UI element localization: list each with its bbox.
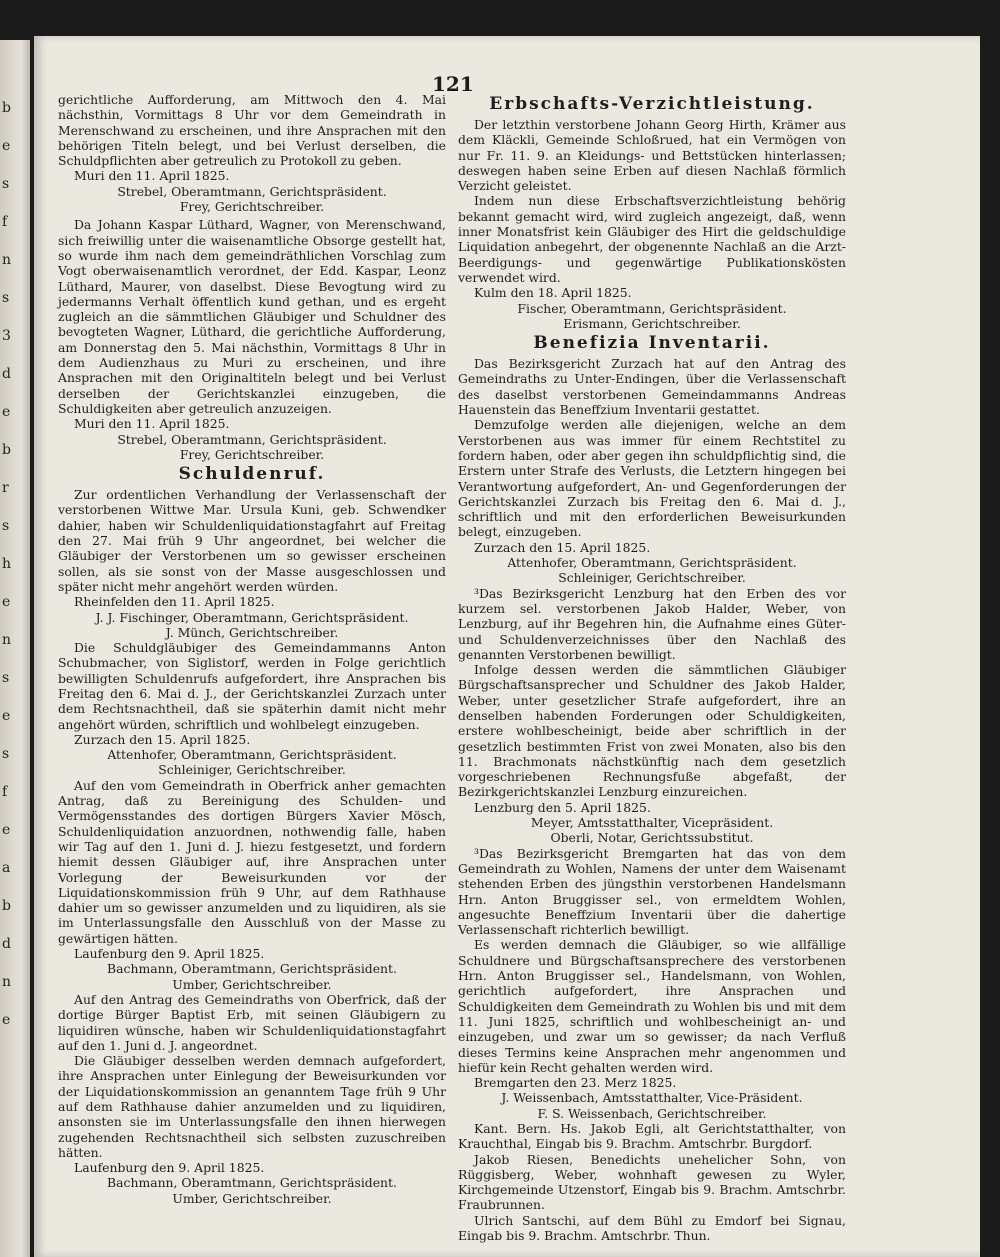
notice-date: Laufenburg den 9. April 1825.: [74, 1160, 265, 1176]
previous-page-fragment: e: [2, 594, 11, 610]
notice-paragraph: Zur ordentlichen Verhandlung der Verlassenschaft der verstorbenen Wittwe Mar. Ursula Kuni, geb. Schwendker dahier, haben wir Schuldenliquidationstagfahrt auf Freitag den 27. Mai früh 9 Uhr angeordnet, bei welcher die Gläubiger der Verstorbenen um so gewisser erscheinen sollen, als sie sonst von der Masse ausgeschlossen und später nicht mehr angehört werden würden.: [58, 487, 446, 594]
previous-page-fragment: r: [2, 480, 9, 496]
notice-signature: Erismann, Gerichtschreiber.: [563, 315, 741, 331]
notice-date: Muri den 11. April 1825.: [74, 416, 230, 432]
notice-paragraph: Jakob Riesen, Benedichts unehelicher Sohn, von Rüggisberg, Weber, wohnhaft gewesen zu Wyler, Kirchgemeinde Utzenstorf, Eingab bis 9. Brachm. Amtschrbr. Fraubrunnen.: [458, 1151, 846, 1213]
previous-page-fragment: a: [2, 860, 11, 876]
notice-date: Bremgarten den 23. Merz 1825.: [474, 1075, 677, 1091]
previous-page-fragment: s: [2, 746, 10, 762]
right-column: [458, 92, 846, 1243]
section-heading-benefizia-inventarii: Benefizia Inventarii.: [533, 333, 771, 354]
notice-paragraph: ³Das Bezirksgericht Lenzburg hat den Erben des vor kurzem sel. verstorbenen Jakob Halder, Weber, von Lenzburg, auf ihr Begehren hin, die Aufnahme eines Güter- und Schuldenverzeichnisses über den Nachlaß des genannten Verstorbenen bewilligt.: [458, 585, 846, 662]
notice-paragraph: Auf den vom Gemeindrath in Oberfrick anher gemachten Antrag, daß zu Bereinigung des Schulden- und Vermögensstandes des dortigen Bürgers Xavier Mösch, Schuldenliquidation anzuordnen, nothwendig falle, haben wir Tag auf den 1. Juni d. J. hiezu festgesetzt, und fordern hiemit dessen Gläubiger auf, ihre Ansprachen unter Vorlegung der Beweisurkunden vor der Liquidationskommission früh 9 Uhr, auf dem Rathhause dahier um so gewisser anzumelden und zu liquidiren, als sie im Unterlassungsfalle den Ausschluß von der Masse zu gewärtigen hätten.: [58, 777, 446, 946]
previous-page-fragment: n: [2, 974, 12, 990]
notice-signature: Umber, Gerichtschreiber.: [172, 976, 332, 992]
previous-page-fragment: s: [2, 518, 10, 534]
notice-signature: Bachmann, Oberamtmann, Gerichtspräsident.: [107, 961, 397, 977]
previous-page-fragment: h: [2, 556, 12, 572]
notice-signature: Umber, Gerichtschreiber.: [172, 1190, 332, 1206]
notice-date: Muri den 11. April 1825.: [74, 168, 230, 184]
previous-page-fragment: n: [2, 252, 12, 268]
section-heading-erbschafts-verzichtleistung: Erbschafts-Verzichtleistung.: [489, 94, 815, 114]
previous-page-fragment: 3: [2, 328, 11, 344]
notice-signature: Meyer, Amtsstatthalter, Vicepräsident.: [530, 815, 774, 831]
notice-paragraph: Die Schuldgläubiger des Gemeindammanns Anton Schubmacher, von Siglistorf, werden in Folge gerichtlich bewilligten Schuldenrufs aufgefordert, ihre Ansprachen bis Freitag den 6. Mai d. J., der Gerichtskanzlei Zurzach unter dem Rechtsnachtheil, daß sie späterhin damit nicht mehr angehört würden, schriftlich und wohlbelegt einzugeben.: [58, 640, 446, 732]
previous-page-fragment: e: [2, 404, 11, 420]
previous-page-fragment: d: [2, 936, 11, 952]
notice-signature: Frey, Gerichtschreiber.: [179, 446, 325, 462]
notice-signature: Schleiniger, Gerichtschreiber.: [558, 570, 746, 586]
notice-signature: Strebel, Oberamtmann, Gerichtspräsident.: [117, 183, 387, 199]
previous-page-fragment: s: [2, 670, 10, 686]
notice-signature: J. Weissenbach, Amtsstatthalter, Vice-Präsident.: [501, 1090, 803, 1106]
previous-page-fragment: e: [2, 138, 11, 154]
previous-page-fragment: f: [2, 214, 8, 230]
previous-page-fragment: d: [2, 366, 11, 382]
notice-paragraph: Der letzthin verstorbene Johann Georg Hirth, Krämer aus dem Kläckli, Gemeinde Schloßrued, hat ein Vermögen von nur Fr. 11. 9. an Kleidungs- und Bettstücken hinterlassen; deswegen haben seine Erben auf diesen Nachlaß förmlich Verzicht geleistet.: [458, 117, 846, 194]
notice-paragraph: Da Johann Kaspar Lüthard, Wagner, von Merenschwand, sich freiwillig unter die waisenamtliche Obsorge gestellt hat, so wurde ihm nach dem gemeindräthlichen Vorschlag zum Vogt oberwaisenamtlich verordnet, der Edd. Kaspar, Leonz Lüthard, Maurer, von daselbst. Diese Bevogtung wird zu jedermanns Verhalt öffentlich kund gethan, und es ergeht zugleich an die sämmtlichen Gläubiger und Schuldner des bevogteten Wagner, Lüthard, die gerichtliche Aufforderung, am Donnerstag den 5. Mai nächsthin, Vormittags 8 Uhr in dem Audienzhaus zu Muri zu erscheinen, und ihre Ansprachen mit den Originaltiteln belegt und bei Verlust derselben der Gerichtskanzlei einzugeben, die Schuldigkeiten aber getreulich anzuzeigen.: [58, 217, 446, 416]
previous-page-fragment: s: [2, 290, 10, 306]
notice-signature: Fischer, Oberamtmann, Gerichtspräsident.: [517, 300, 787, 316]
notice-paragraph: Die Gläubiger desselben werden demnach aufgefordert, ihre Ansprachen unter Einlegung der Beweisurkunden vor der Liquidationskommission an genanntem Tage früh 9 Uhr auf dem Rathhause dahier anzumelden und zu liquidiren, ansonsten sie im Unterlassungsfalle den ihnen hierwegen zugehenden Rechtsnachtheil sich selbsten zuzuschreiben hätten.: [58, 1053, 446, 1160]
notice-date: Lenzburg den 5. April 1825.: [474, 799, 651, 815]
previous-page-fragment: b: [2, 898, 11, 914]
left-column: [58, 92, 446, 1206]
notice-signature: Strebel, Oberamtmann, Gerichtspräsident.: [117, 431, 387, 447]
notice-signature: Schleiniger, Gerichtschreiber.: [158, 762, 346, 778]
notice-paragraph: Demzufolge werden alle diejenigen, welche an dem Verstorbenen aus was immer für einem Rechtstitel zu fordern haben, oder aber gegen ihn schuldpflichtig sind, die Erstern unter Strafe des Verlusts, die Letztern hingegen bei Verantwortung aufgefordert, An- und Gegenforderungen der Gerichtskanzlei Zurzach bis Freitag den 6. Mai d. J., schriftlich und mit den erforderlichen Beweisurkunden belegt, einzugeben.: [458, 417, 846, 540]
notice-date: Zurzach den 15. April 1825.: [474, 539, 651, 555]
previous-page-edge: [0, 40, 30, 1257]
notice-paragraph: Es werden demnach die Gläubiger, so wie allfällige Schuldnere und Bürgschaftsansprechere des verstorbenen Hrn. Anton Bruggisser sel., Handelsmann, von Wohlen, gerichtlich aufgefordert, ihre Ansprachen und Schuldigkeiten dem Gemeindrath zu Wohlen bis und mit dem 11. Juni 1825, schriftlich und wohlbescheinigt an- und einzugeben, und zwar um so gewisser; da nach Verfluß dieses Termins keine Ansprachen mehr angenommen und hiefür kein Recht gehalten werden wird.: [458, 937, 846, 1075]
previous-page-fragment: n: [2, 632, 12, 648]
notice-paragraph: Kant. Bern. Hs. Jakob Egli, alt Gerichtstatthalter, von Krauchthal, Eingab bis 9. Brachm. Amtschrbr. Burgdorf.: [458, 1121, 846, 1152]
previous-page-fragment: e: [2, 708, 11, 724]
notice-paragraph: Auf den Antrag des Gemeindraths von Oberfrick, daß der dortige Bürger Baptist Erb, mit seinen Gläubigern zu liquidiren wünsche, haben wir Schuldenliquidationstagfahrt auf den 1. Juni d. J. angeordnet.: [58, 991, 446, 1053]
previous-page-fragment: b: [2, 100, 11, 116]
notice-date: Kulm den 18. April 1825.: [474, 285, 632, 301]
notice-signature: J. J. Fischinger, Oberamtmann, Gerichtspräsident.: [95, 609, 409, 625]
notice-signature: Attenhofer, Oberamtmann, Gerichtspräsident.: [507, 555, 797, 571]
notice-signature: Attenhofer, Oberamtmann, Gerichtspräsident.: [107, 747, 397, 763]
notice-signature: F. S. Weissenbach, Gerichtschreiber.: [537, 1105, 767, 1121]
notice-date: Rheinfelden den 11. April 1825.: [74, 594, 275, 610]
notice-signature: Bachmann, Oberamtmann, Gerichtspräsident.: [107, 1175, 397, 1191]
previous-page-fragment: e: [2, 822, 11, 838]
page-number: 121: [432, 72, 474, 96]
previous-page-fragment: f: [2, 784, 8, 800]
previous-page-fragment: e: [2, 1012, 11, 1028]
previous-page-fragment: s: [2, 176, 10, 192]
section-heading-schuldenruf: Schuldenruf.: [178, 464, 326, 485]
notice-paragraph: gerichtliche Aufforderung, am Mittwoch den 4. Mai nächsthin, Vormittags 8 Uhr vor dem Gemeindrath in Merenschwand zu erscheinen, und ihre Ansprachen mit den behörigen Titeln belegt, und bei Verlust derselben, die Schuldpflichten aber getreulich zu Protokoll zu geben.: [58, 92, 446, 169]
notice-signature: J. Münch, Gerichtschreiber.: [165, 624, 339, 640]
notice-paragraph: Indem nun diese Erbschaftsverzichtleistung behörig bekannt gemacht wird, wird zugleich angezeigt, daß, wenn inner Monatsfrist kein Gläubiger des Hirt die geldschuldige Liquidation anbegehrt, der obgenennte Nachlaß an die Arzt- Beerdigungs- und gegenwärtige Publikationskösten verwendet wird.: [458, 193, 846, 285]
notice-date: Zurzach den 15. April 1825.: [74, 731, 251, 747]
notice-paragraph: Das Bezirksgericht Zurzach hat auf den Antrag des Gemeindraths zu Unter-Endingen, über die Verlassenschaft des daselbst verstorbenen Gemeindammanns Andreas Hauenstein das Beneffzium Inventarii gestattet.: [458, 356, 846, 418]
notice-signature: Frey, Gerichtschreiber.: [179, 199, 325, 215]
notice-signature: Oberli, Notar, Gerichtssubstitut.: [550, 830, 754, 846]
previous-page-fragment: b: [2, 442, 11, 458]
notice-paragraph: Ulrich Santschi, auf dem Bühl zu Emdorf bei Signau, Eingab bis 9. Brachm. Amtschrbr. Thun.: [458, 1212, 846, 1244]
notice-paragraph: ³Das Bezirksgericht Bremgarten hat das von dem Gemeindrath zu Wohlen, Namens der unter dem Waisenamt stehenden Erben des jüngsthin verstorbenen Handelsmann Hrn. Anton Bruggisser sel., von ermeldtem Wohlen, angesuchte Beneffzium Inventarii über die dahertige Verlassenschaft richterlich bewilligt.: [458, 845, 846, 938]
notice-date: Laufenburg den 9. April 1825.: [74, 946, 265, 962]
notice-paragraph: Infolge dessen werden die sämmtlichen Gläubiger Bürgschaftsansprecher und Schuldner des Jakob Halder, Weber, unter gesetzlicher Strafe aufgefordert, ihre an denselben habenden Forderungen oder Schuldigkeiten, erstere wohlbescheinigt, beide aber schriftlich in der gesetzlich bestimmten Frist von zwei Monaten, also bis den 11. Brachmonats nächstkünftig nach dem gesetzlich vorgeschriebenen Rechnungsfuße abgefaßt, der Bezirkgerichtskanzlei Lenzburg einzureichen.: [458, 662, 846, 800]
